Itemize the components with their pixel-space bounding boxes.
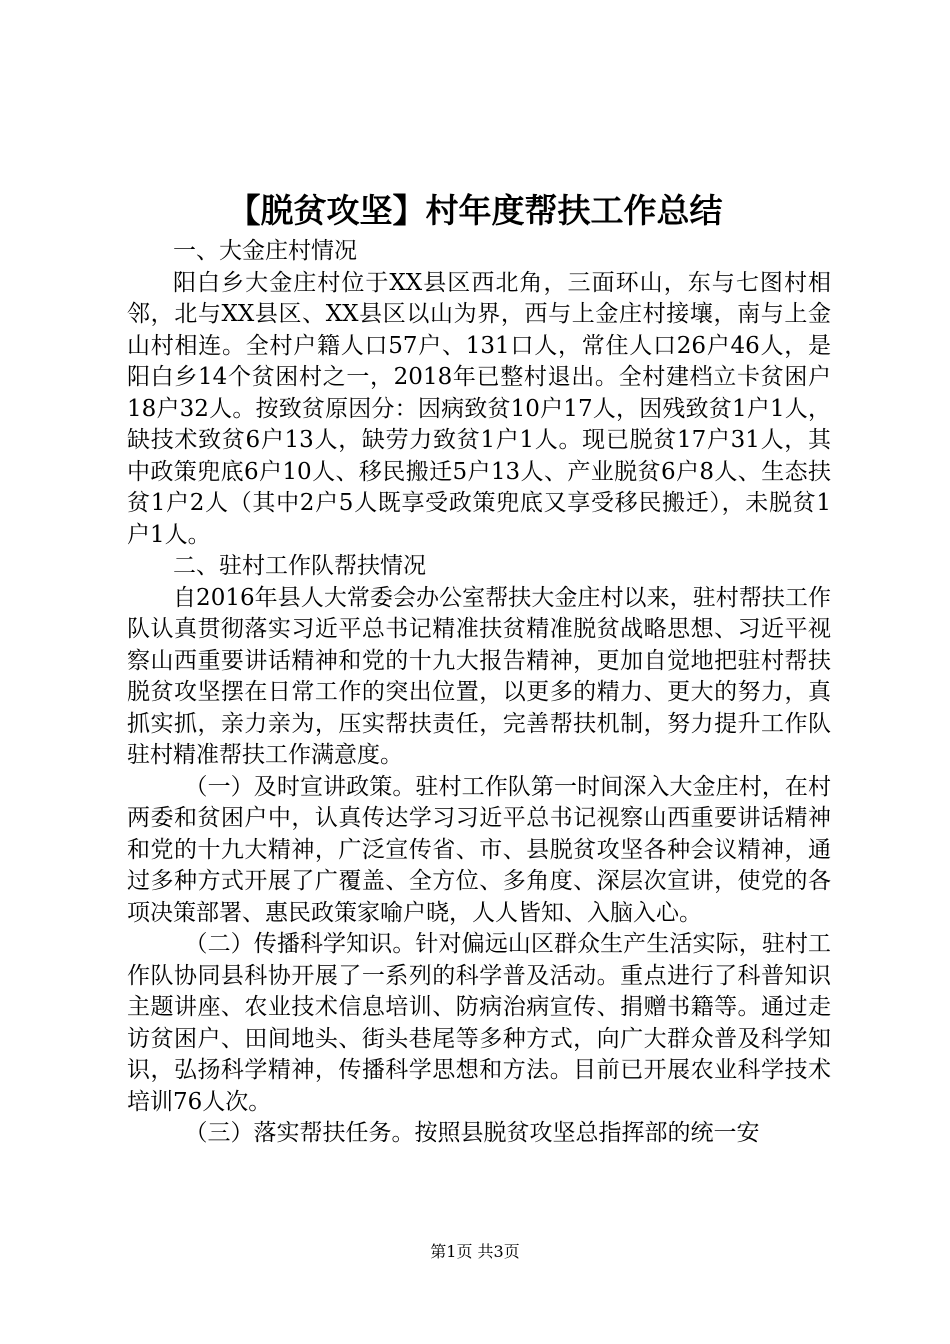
paragraph-work-team: 自2016年县人大常委会办公室帮扶大金庄村以来，驻村帮扶工作队认真贯彻落实习近平总书记精准扶贫精准脱贫战略思想、习近平视察山西重要讲话精神和党的十九大报告精神，更加自觉地把驻村帮扶脱贫攻坚摆在日常工作的突出位置，以更多的精力、更大的努力，真抓实抓，亲力亲为，压实帮扶责任，完善帮扶机制，努力提升工作队驻村精准帮扶工作满意度。 [127,584,831,768]
document-body [127,236,831,1150]
paragraph-assistance-tasks: （三）落实帮扶任务。按照县脱贫攻坚总指挥部的统一安 [184,1120,760,1146]
paragraph-village-overview: 阳白乡大金庄村位于XX县区西北角，三面环山，东与七图村相邻，北与XX县区、XX县区以山为界，西与上金庄村接壤，南与上金山村相连。全村户籍人口57户、131口人，常住人口26户46人，是阳白乡14个贫困村之一，2018年已整村退出。全村建档立卡贫困户18户32人。按致贫原因分：因病致贫10户17人，因残致贫1户1人，缺技术致贫6户13人，缺劳力致贫1户1人。现已脱贫17户31人，其中政策兜底6户10人、移民搬迁5户13人、产业脱贫6户8人、生态扶贫1户2人（其中2户5人既享受政策兜底又享受移民搬迁），未脱贫1户1人。 [127,269,831,548]
paragraph-science-knowledge: （二）传播科学知识。针对偏远山区群众生产生活实际，驻村工作队协同县科协开展了一系列的科学普及活动。重点进行了科普知识主题讲座、农业技术信息培训、防病治病宣传、捐赠书籍等。通过走访贫困户、田间地头、街头巷尾等多种方式，向广大群众普及科学知识，弘扬科学精神，传播科学思想和方法。目前已开展农业科学技术培训76人次。 [127,931,831,1115]
section-heading-2: 二、驻村工作队帮扶情况 [173,553,426,579]
section-heading-1: 一、大金庄村情况 [173,238,357,264]
document-title: 【脱贫攻坚】村年度帮扶工作总结 [227,191,723,230]
page-footer: 第1页 共3页 [430,1242,520,1261]
paragraph-policy-promotion: （一）及时宣讲政策。驻村工作队第一时间深入大金庄村，在村两委和贫困户中，认真传达学习习近平总书记视察山西重要讲话精神和党的十九大精神，广泛宣传省、市、县脱贫攻坚各种会议精神，通过多种方式开展了广覆盖、全方位、多角度、深层次宣讲，使党的各项决策部署、惠民政策家喻户晓，人人皆知、入脑入心。 [127,773,831,926]
